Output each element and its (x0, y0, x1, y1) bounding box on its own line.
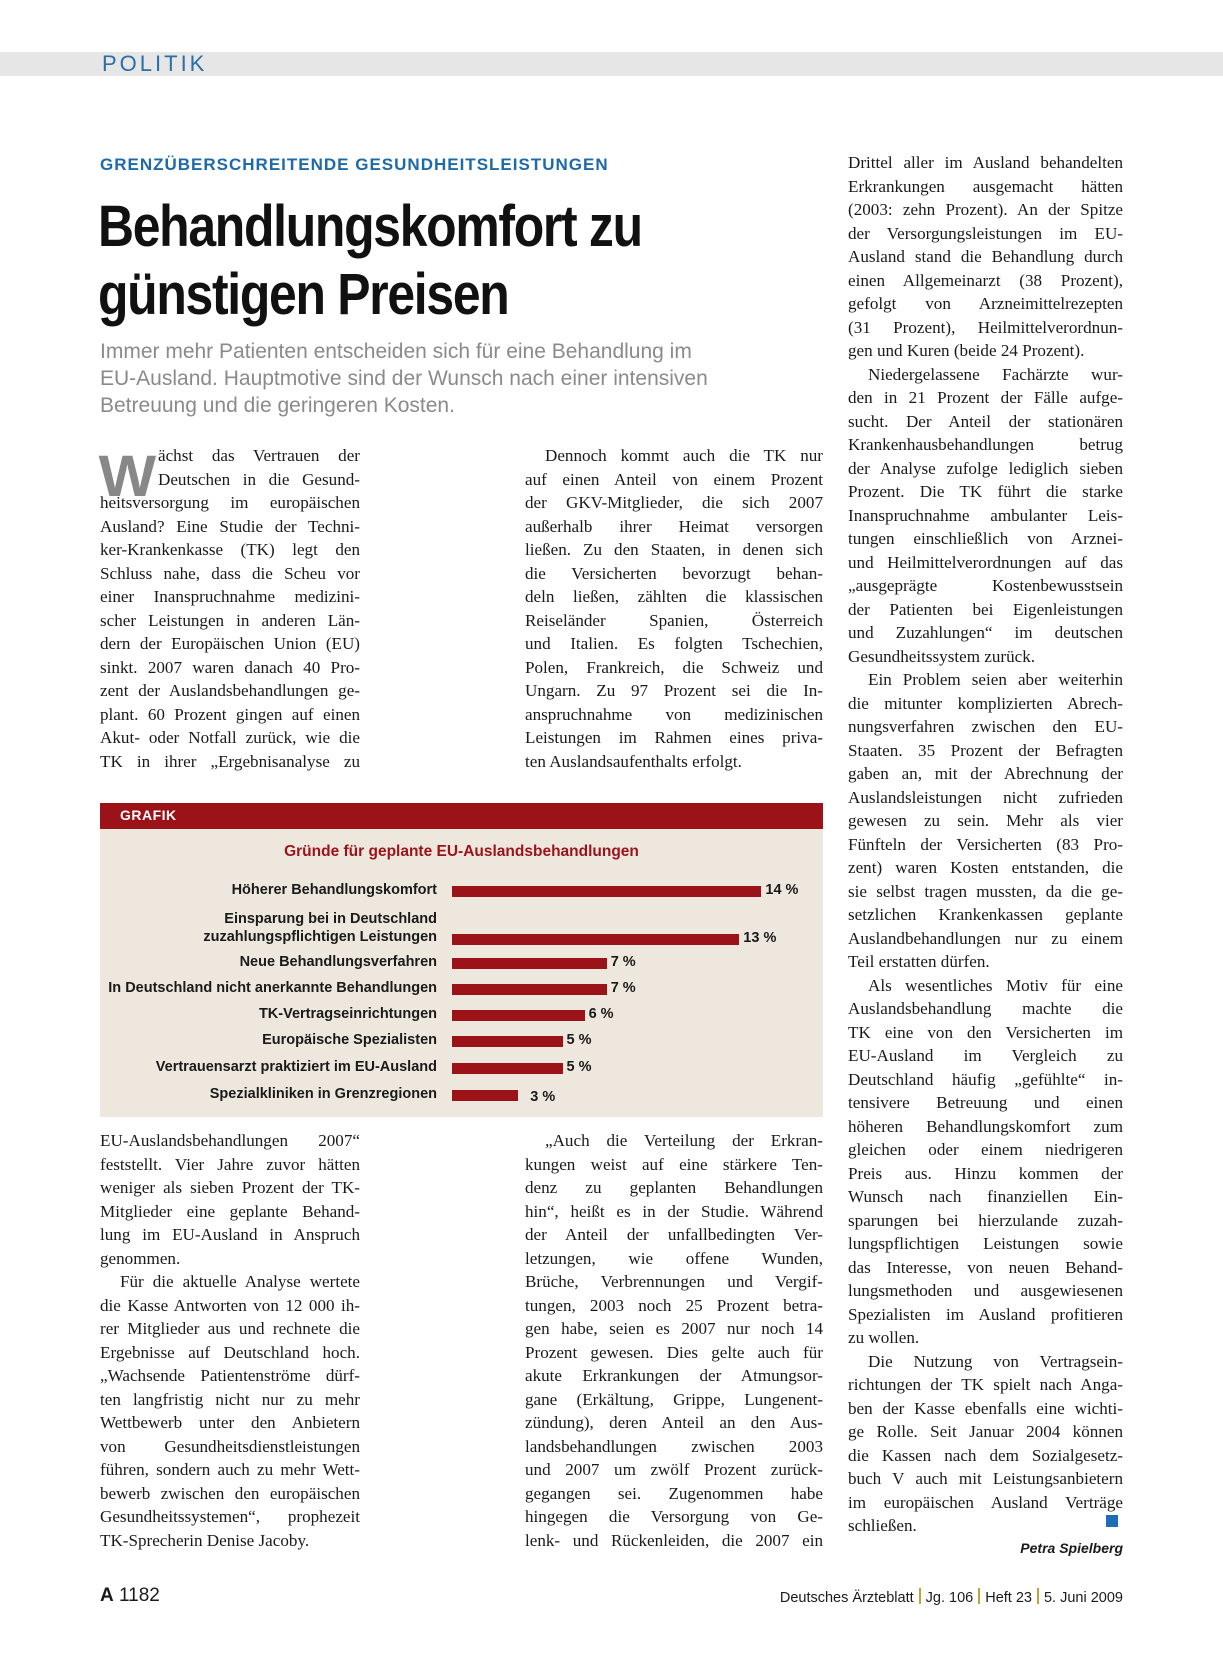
text-line: und Italien. Es folgten Tschechien, (525, 634, 823, 653)
text-line: scher Leistungen in anderen Län- (100, 610, 360, 630)
chart-bar (452, 934, 739, 945)
text-line: Akut- oder Notfall zurück, wie die (100, 728, 360, 747)
column-2-top (525, 444, 823, 773)
page-number-value: 1182 (119, 1585, 160, 1606)
text-line: Niedergelassene Fachärzte wur- (868, 364, 1123, 384)
text-line: dern der Europäischen Union (EU) (100, 634, 360, 653)
text-line: schließen. (848, 1516, 917, 1535)
text-line: Drittel aller im Ausland behandelten (848, 153, 1123, 172)
text-line: zent) waren Kosten entstanden, die (848, 858, 1123, 877)
chart-category-label: Einsparung bei in Deutschland zuzahlungspflichtigen Leistungen (203, 911, 437, 945)
text-line: und Heilmittelverordnungen auf das (848, 552, 1123, 572)
text-line: Fünfteln der Versicherten (83 Pro- (848, 834, 1123, 854)
text-line: zu wollen. (848, 1328, 920, 1347)
text-line: EU-Auslandsbehandlungen 2007“ (100, 1131, 360, 1150)
text-line: sie selbst tragen mussten, da die ge- (848, 881, 1123, 901)
text-line: landsbehandlungen zwischen 2003 (525, 1436, 823, 1456)
text-line: zündung), deren Anteil an den Aus- (525, 1413, 823, 1432)
chart-category-label: TK-Vertragseinrichtungen (258, 1006, 437, 1022)
page-number (100, 1585, 160, 1607)
text-line: sinkt. 2007 waren danach 40 Pro- (100, 657, 360, 677)
text-line: Preis aus. Hinzu kommen der (848, 1163, 1123, 1183)
text-line: Auslandsbehandlung machte die (848, 999, 1123, 1018)
chart-title: Gründe für geplante EU-Auslandsbehandlungen (284, 843, 639, 860)
text-line: das Interesse, von neuen Behand- (848, 1257, 1123, 1277)
text-line: deln ließen, zählten die klassischen (525, 587, 823, 606)
text-line: gaben an, mit der Abrechnung der (848, 764, 1123, 783)
headline-line: günstigen Preisen (98, 262, 509, 327)
text-line: außerhalb ihrer Heimat versorgen (525, 516, 823, 536)
text-line: der Anteil der unfallbedingten Ver- (525, 1225, 823, 1244)
chart-bar (452, 958, 607, 969)
chart-bar (452, 984, 607, 995)
text-line: von Gesundheitsdienstleistungen (100, 1436, 360, 1456)
text-line: die Kassen nach dem Sozialgesetz- (848, 1445, 1123, 1465)
text-line: gewesen zu sein. Mehr als vier (848, 811, 1123, 830)
lead-paragraph (100, 338, 790, 419)
text-line: Gesundheitssystem zurück. (848, 646, 1036, 666)
column-2-bottom (525, 1129, 823, 1552)
chart-category-label: In Deutschland nicht anerkannte Behandlungen (108, 980, 437, 996)
separator (978, 1588, 980, 1604)
text-line: gleichen oder einem niedrigeren (848, 1140, 1123, 1159)
chart-bar (452, 1090, 518, 1101)
chart-value-label: 5 % (566, 1032, 592, 1048)
text-line: TK-Sprecherin Denise Jacoby. (100, 1530, 310, 1550)
column-3 (848, 151, 1123, 1538)
graphic-label: GRAFIK (120, 807, 177, 823)
text-line: Wunsch nach finanziellen Ein- (848, 1187, 1123, 1206)
text-line: Die Nutzung von Vertragsein- (868, 1351, 1123, 1371)
text-line: richtungen der TK spielt nach Anga- (848, 1375, 1123, 1394)
headline-line: Behandlungskomfort zu (98, 194, 642, 259)
text-line: kungen weist auf eine stärkere Ten- (525, 1154, 823, 1174)
text-line: rer Mitglieder aus und rechnete die (100, 1319, 360, 1338)
text-line: „Wachsende Patientenströme dürf- (100, 1366, 360, 1385)
text-line: und 2007 um zwölf Prozent zurück- (525, 1460, 823, 1479)
column-1-bottom (100, 1129, 360, 1552)
text-line: gegangen sei. Zugenommen habe (525, 1483, 823, 1503)
text-line: ge Rolle. Seit Januar 2004 können (848, 1422, 1123, 1441)
text-line: ächst das Vertrauen der (158, 446, 360, 465)
text-line: lenk- und Rückenleiden, die 2007 ein (525, 1530, 823, 1550)
text-line: EU-Ausland im Vergleich zu (848, 1046, 1123, 1065)
chart-value-label: 5 % (566, 1059, 592, 1075)
text-line: genommen. (100, 1248, 181, 1268)
text-line: gane (Erkältung, Grippe, Lungenent- (525, 1389, 823, 1409)
journal-volume: Jg. 106 (925, 1590, 974, 1606)
text-line: Ausland? Eine Studie der Techni- (100, 516, 360, 536)
text-line: Polen, Frankreich, die Schweiz und (525, 657, 823, 677)
text-line: höheren Behandlungskomfort zum (848, 1116, 1123, 1136)
chart-category-label: Spezialkliniken in Grenzregionen (209, 1086, 437, 1102)
text-line: gefolgt von Arzneimittelrezepten (848, 294, 1123, 313)
text-line: Ausland stand die Behandlung durch (848, 247, 1123, 266)
text-line: (2003: zehn Prozent). An der Spitze (848, 200, 1123, 219)
text-line: TK eine von den Versicherten im (848, 1022, 1123, 1042)
text-line: Leistungen im Rahmen eines priva- (525, 728, 823, 747)
chart-value-label: 7 % (610, 980, 636, 996)
text-line: tungen einschließlich von Arznei- (848, 529, 1123, 548)
text-line: lung im EU-Ausland in Anspruch (100, 1225, 360, 1244)
column-1-top (100, 444, 360, 773)
text-line: ten langfristig nicht nur zu mehr (100, 1389, 360, 1409)
text-line: Wettbewerb unter den Anbietern (100, 1413, 360, 1432)
text-line: Erkrankungen ausgemacht hätten (848, 176, 1123, 196)
text-line: „ausgeprägte Kostenbewusstsein (848, 576, 1123, 595)
page-prefix: A (100, 1585, 114, 1606)
text-line: und Zuzahlungen“ im deutschen (848, 623, 1123, 642)
journal-name: Deutsches Ärzteblatt (779, 1590, 914, 1606)
text-line: plant. 60 Prozent gingen auf einen (100, 704, 360, 724)
chart-value-label: 14 % (765, 882, 799, 898)
text-line: feststellt. Vier Jahre zuvor hätten (100, 1154, 360, 1174)
text-line: Prozent. Die TK führt die starke (848, 482, 1123, 501)
text-line: Teil erstatten dürfen. (848, 952, 990, 971)
text-line: Als wesentliches Motiv für eine (868, 975, 1123, 995)
kicker: GRENZÜBERSCHREITENDE GESUNDHEITSLEISTUNGEN (100, 155, 609, 174)
text-line: Brüche, Verbrennungen und Vergif- (525, 1272, 823, 1291)
section-label: POLITIK (102, 51, 208, 76)
text-line: die Versicherten bevorzugt behan- (525, 563, 823, 583)
headline (98, 193, 717, 329)
text-line: gen und Kuren (beide 24 Prozent). (848, 341, 1085, 360)
text-line: Für die aktuelle Analyse wertete (120, 1272, 360, 1291)
text-line: weniger als sieben Prozent der TK- (100, 1178, 360, 1197)
text-line: (31 Prozent), Heilmittelverordnun- (848, 317, 1123, 337)
text-line: Prozent gewesen. Dies gelte auch für (525, 1342, 823, 1362)
chart-category-label: Höherer Behandlungskomfort (231, 882, 437, 898)
text-line: sucht. Der Anteil der stationären (848, 411, 1123, 431)
text-line: Schluss nahe, dass die Scheu vor (100, 563, 360, 583)
text-line: heitsversorgung im europäischen (100, 493, 360, 512)
text-line: die mitunter komplizierten Abrech- (848, 693, 1123, 713)
text-line: lungsmethoden und ausgewiesenen (848, 1281, 1123, 1300)
text-line: Gesundheitssystemen“, prophezeit (100, 1507, 360, 1526)
text-line: hingegen die Versorgung von Ge- (525, 1507, 823, 1526)
drop-cap: W (98, 444, 157, 509)
text-line: denz zu geplanten Behandlungen (525, 1178, 823, 1197)
text-line: sparungen bei hierzulande zuzah- (848, 1210, 1123, 1230)
text-line: buch V auch mit Leistungsanbietern (848, 1469, 1123, 1488)
separator (1037, 1588, 1039, 1604)
separator (919, 1588, 921, 1604)
end-mark-icon (1106, 1515, 1118, 1527)
text-line: Krankenhausbehandlungen betrug (848, 435, 1123, 454)
text-line: ten Auslandsaufenthalts erfolgt. (525, 751, 742, 771)
text-line: im europäischen Ausland Verträge (848, 1492, 1123, 1512)
text-line: der Analyse zufolge lediglich sieben (848, 458, 1123, 478)
text-line: ben der Kasse ebenfalls eine wichti- (848, 1398, 1123, 1418)
text-line: bewerb zwischen den europäischen (100, 1483, 360, 1503)
text-line: tensivere Betreuung und einen (848, 1093, 1123, 1112)
text-line: Deutschland häufig „gefühlte“ in- (848, 1069, 1123, 1089)
text-line: einen Allgemeinarzt (38 Prozent), (848, 270, 1123, 290)
text-line: der GKV-Mitglieder, die sich 2007 (525, 493, 823, 512)
text-line: ker-Krankenkasse (TK) legt den (100, 540, 360, 559)
journal-issue: Heft 23 (985, 1590, 1032, 1606)
text-line: hin“, heißt es in der Studie. Während (525, 1201, 823, 1221)
text-line: Spezialisten im Ausland profitieren (848, 1304, 1123, 1324)
chart-value-label: 13 % (743, 930, 777, 946)
text-line: der Versorgungsleistungen im EU- (848, 223, 1123, 243)
chart-bar (452, 1036, 563, 1047)
text-line: der Patienten bei Eigenleistungen (848, 599, 1123, 619)
chart-category-label: Vertrauensarzt praktiziert im EU-Ausland (155, 1059, 437, 1075)
chart-value-label: 6 % (588, 1006, 614, 1022)
text-line: TK in ihrer „Ergebnisanalyse zu (100, 751, 360, 771)
lead-line: EU-Ausland. Hauptmotive sind der Wunsch nach einer intensiven (100, 367, 708, 390)
text-line: die Kasse Antworten von 12 000 ih- (100, 1295, 360, 1315)
text-line: Deutschen in die Gesund- (158, 469, 360, 489)
chart-value-label: 3 % (530, 1089, 556, 1105)
text-line: einer Inanspruchnahme medizini- (100, 587, 360, 606)
text-line: ließen. Zu den Staaten, in denen sich (525, 540, 823, 559)
text-line: Mitglieder eine geplante Behand- (100, 1201, 360, 1221)
chart-bar (452, 886, 761, 897)
text-line: lungspflichtigen Leistungen sowie (848, 1234, 1123, 1253)
text-line: gen habe, seien es 2007 nur noch 14 (525, 1319, 823, 1338)
text-line: „Auch die Verteilung der Erkran- (545, 1131, 823, 1150)
text-line: den in 21 Prozent der Fälle aufge- (848, 388, 1123, 407)
chart-category-label: Europäische Spezialisten (262, 1032, 437, 1048)
graphic-header (100, 803, 823, 829)
author: Petra Spielberg (1020, 1540, 1123, 1556)
text-line: auf einen Anteil von einem Prozent (525, 469, 823, 489)
lead-line: Immer mehr Patienten entscheiden sich für eine Behandlung im (100, 340, 692, 363)
text-line: anspruchnahme von medizinischen (525, 704, 823, 724)
text-line: Auslandbehandlungen nur zu einem (848, 928, 1123, 948)
chart-value-label: 7 % (610, 954, 636, 970)
text-line: Auslandsleistungen nicht zufrieden (848, 787, 1123, 807)
text-line: Ein Problem seien aber weiterhin (868, 670, 1123, 689)
text-line: zent der Auslandsbehandlungen ge- (100, 681, 360, 700)
text-line: akute Erkrankungen der Atmungsor- (525, 1366, 823, 1385)
text-line: Reiseländer Spanien, Österreich (525, 610, 823, 630)
text-line: letzungen, wie offene Wunden, (525, 1248, 823, 1268)
chart-bar (452, 1063, 563, 1074)
journal-info (780, 1588, 1123, 1606)
text-line: Dennoch kommt auch die TK nur (545, 446, 823, 465)
text-line: Ungarn. Zu 97 Prozent sei die In- (525, 681, 823, 700)
lead-line: Betreuung und die geringeren Kosten. (100, 394, 455, 417)
text-line: nungsverfahren zwischen den EU- (848, 717, 1123, 736)
text-line: Ergebnisse auf Deutschland hoch. (100, 1342, 360, 1362)
text-line: führen, sondern auch zu mehr Wett- (100, 1460, 360, 1479)
text-line: Staaten. 35 Prozent der Befragten (848, 740, 1123, 760)
chart-bar (452, 1010, 585, 1021)
text-line: setzlichen Krankenkassen geplante (848, 905, 1123, 924)
text-line: Inanspruchnahme ambulanter Leis- (848, 505, 1123, 525)
chart-category-label: Neue Behandlungsverfahren (239, 954, 437, 970)
journal-date: 5. Juni 2009 (1043, 1590, 1123, 1606)
text-line: tungen, 2003 noch 25 Prozent betra- (525, 1295, 823, 1315)
